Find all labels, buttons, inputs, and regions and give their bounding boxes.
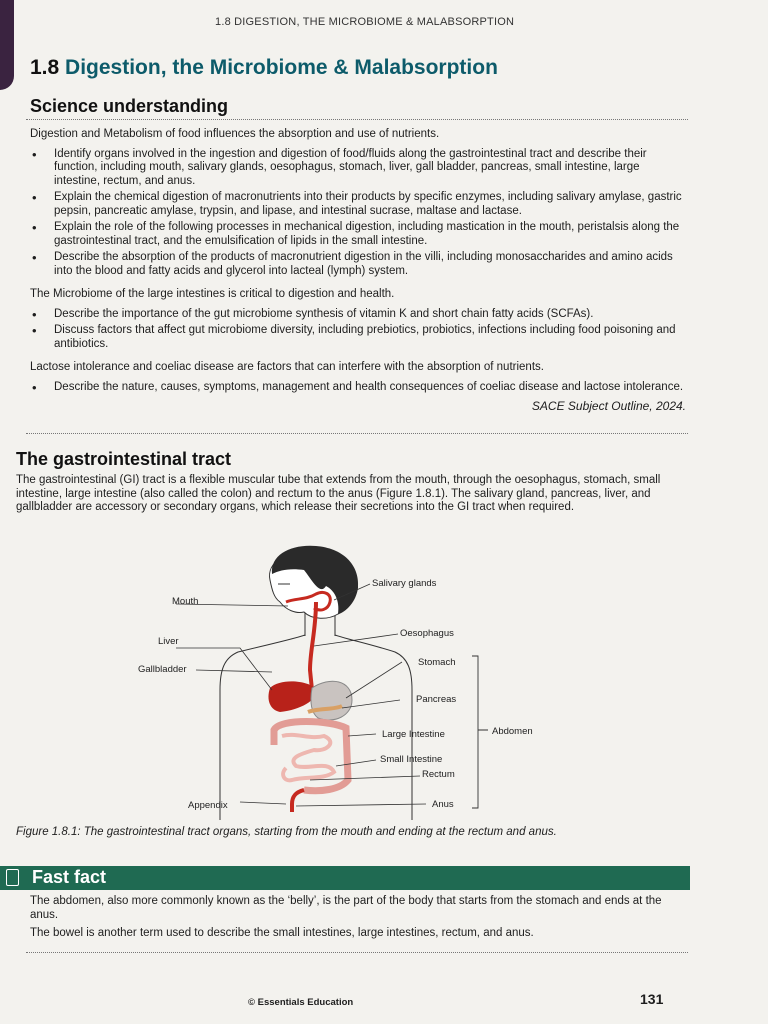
section-title	[30, 56, 498, 80]
label-rectum: Rectum	[422, 769, 455, 780]
fast-fact-paragraph: The bowel is another term used to describe the small intestines, large intestines, rectum, and anus.	[30, 927, 534, 939]
bullet-list	[30, 308, 686, 352]
block-intro: Digestion and Metabolism of food influences the absorption and use of nutrients.	[30, 128, 440, 140]
science-understanding-box	[30, 128, 686, 414]
bullet-item: • Explain the chemical digestion of macronutrients into their products by specific enzymes, including salivary amylase, gastric pepsin, pancreatic amylase, trypsin, and lipase, and intestinal sucrase, maltase and lactase.	[30, 191, 686, 218]
small-intestine-leader	[336, 760, 376, 766]
gallbladder-leader	[196, 670, 272, 672]
section-title-text: Digestion, the Microbiome & Malabsorption	[65, 56, 498, 79]
fast-fact-title: Fast fact	[32, 867, 107, 887]
dotted-divider	[26, 119, 688, 120]
running-head: 1.8 DIGESTION, THE MICROBIOME & MALABSORPTION	[215, 16, 515, 28]
fast-fact-body	[30, 895, 684, 946]
fast-fact-paragraph: The abdomen, also more commonly known as the ‘belly’, is the part of the body that starts from the stomach and ends at the anus.	[30, 895, 662, 921]
dotted-divider	[26, 952, 688, 953]
page-edge-mark	[0, 0, 14, 90]
large-intestine-leader	[348, 734, 376, 736]
gi-tract-illustration	[120, 540, 680, 820]
bullet-item: • Describe the importance of the gut microbiome synthesis of vitamin K and short chain fatty acids (SCFAs).	[30, 308, 686, 322]
label-liver: Liver	[158, 636, 179, 647]
label-abdomen: Abdomen	[492, 726, 533, 737]
page-number: 131	[640, 991, 664, 1007]
dotted-divider	[26, 433, 688, 434]
block-intro: The Microbiome of the large intestines is critical to digestion and health.	[30, 288, 395, 300]
body-outline-left	[220, 635, 305, 820]
gi-tract-heading: The gastrointestinal tract	[16, 449, 232, 469]
label-oesophagus: Oesophagus	[400, 628, 454, 639]
gi-tract-figure	[120, 540, 680, 820]
bullet-item: • Explain the role of the following processes in mechanical digestion, including mastication in the mouth, peristalsis along the gastrointestinal tract, and the emulsification of lipids in the small intestine.	[30, 221, 686, 248]
figure-caption: Figure 1.8.1: The gastrointestinal tract organs, starting from the mouth and ending at the rectum and anus.	[16, 826, 557, 838]
appendix-leader	[240, 802, 286, 804]
label-large-intestine: Large Intestine	[382, 729, 445, 740]
label-pancreas: Pancreas	[416, 694, 457, 705]
gi-tract-paragraph: The gastrointestinal (GI) tract is a flexible muscular tube that extends from the mouth, through the oesophagus, stomach, small intestine, large intestine (also called the colon) and rectum to the anus (Figure 1.8.1). The salivary gland, pancreas, liver, and gallbladder are accessory or secondary organs, which release their secretions into the GI tract when required.	[16, 474, 661, 513]
rectum-organ	[292, 790, 304, 812]
label-small-intestine: Small Intestine	[380, 754, 443, 765]
label-anus: Anus	[432, 799, 454, 810]
bullet-item: • Discuss factors that affect gut microbiome diversity, including prebiotics, probiotics, infections including food poisoning and antibiotics.	[30, 324, 686, 351]
label-mouth: Mouth	[172, 596, 199, 607]
section-number: 1.8	[30, 56, 60, 79]
liver-organ	[268, 681, 316, 712]
label-gallbladder: Gallbladder	[138, 664, 187, 675]
publisher-footer: © Essentials Education	[248, 997, 354, 1008]
phone-icon	[6, 869, 19, 886]
bullet-item: • Describe the nature, causes, symptoms, management and health consequences of coeliac disease and lactose intolerance.	[30, 381, 686, 395]
liver-leader	[176, 648, 272, 690]
stomach-organ	[311, 681, 352, 720]
bullet-list	[30, 148, 686, 279]
fast-fact-banner	[0, 866, 690, 890]
bullet-item: • Describe the absorption of the products of macronutrient digestion in the villi, including monosaccharides and amino acids into the blood and fatty acids and glycerol into lacteal (lymph) system.	[30, 251, 686, 278]
citation: SACE Subject Outline, 2024.	[531, 399, 686, 413]
science-understanding-heading: Science understanding	[30, 96, 229, 116]
stomach-leader	[346, 662, 402, 698]
abdomen-bracket	[472, 656, 488, 808]
small-intestine-organ	[282, 735, 334, 780]
oesophagus-leader	[314, 634, 398, 646]
block-intro: Lactose intolerance and coeliac disease are factors that can interfere with the absorption of nutrients.	[30, 361, 544, 373]
label-salivary-glands: Salivary glands	[372, 578, 437, 589]
label-stomach: Stomach	[418, 657, 456, 668]
label-appendix: Appendix	[188, 800, 228, 811]
bullet-item: • Identify organs involved in the ingestion and digestion of food/fluids along the gastrointestinal tract and describe their function, including mouth, salivary glands, oesophagus, stomach, liver, gall bladder, pancreas, small intestine, large intestine, rectum, and anus.	[30, 148, 686, 189]
bullet-list	[30, 381, 686, 395]
anus-leader	[296, 804, 426, 806]
